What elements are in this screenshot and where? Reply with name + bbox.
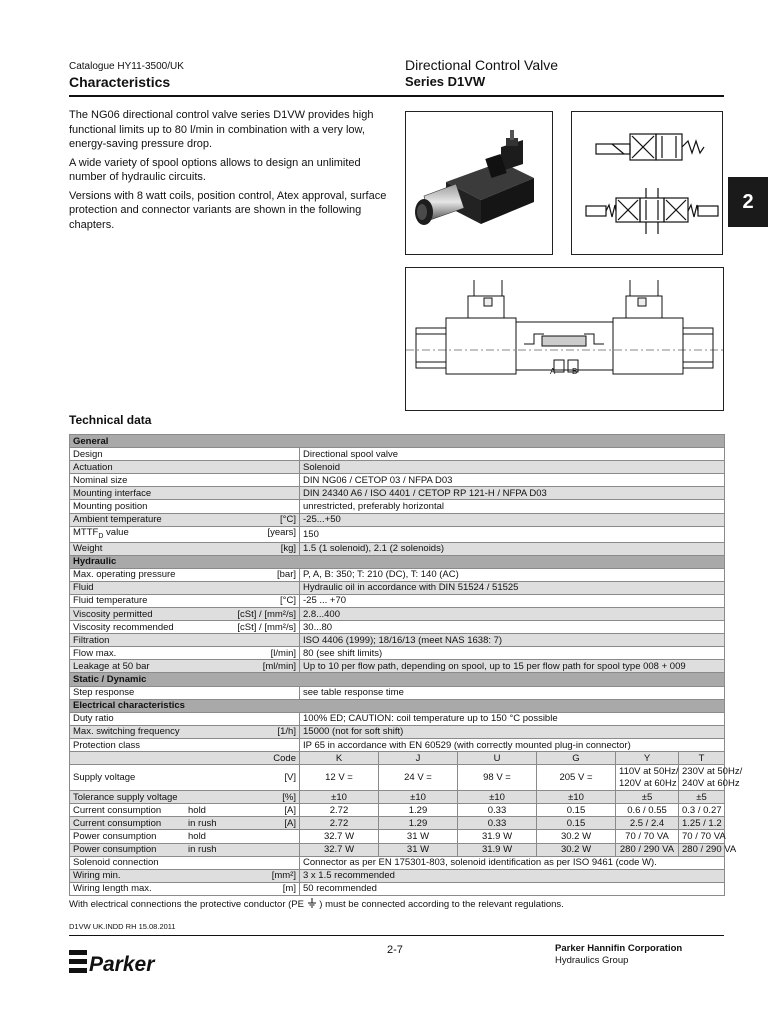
row-label-text: Design xyxy=(73,448,103,460)
supply-voltage-value xyxy=(537,765,616,791)
row-mode: hold xyxy=(188,804,206,816)
row-label xyxy=(70,581,300,594)
row-value: 80 (see shift limits) xyxy=(300,647,725,660)
coil-value: 1.25 / 1.2 xyxy=(679,817,725,830)
row-mode: in rush xyxy=(188,817,217,829)
row-value: Hydraulic oil in accordance with DIN 51524 / 51525 xyxy=(300,581,725,594)
row-label xyxy=(70,634,300,647)
row-label-text: Viscosity permitted xyxy=(73,608,153,620)
page-number: 2-7 xyxy=(387,944,403,956)
valve-section-drawing xyxy=(406,268,723,410)
product-title: Directional Control Valve xyxy=(405,57,559,73)
table-row xyxy=(70,487,725,500)
coil-value: 0.33 xyxy=(458,804,537,817)
ground-icon xyxy=(307,898,317,908)
port-b-label: B xyxy=(572,367,578,376)
footnote-text-start: With electrical connections the protective conductor (PE xyxy=(69,899,304,910)
coil-value: 31 W xyxy=(379,843,458,856)
coil-value: 70 / 70 VA xyxy=(616,830,679,843)
logo-text: Parker xyxy=(89,953,155,976)
port-a-label: A xyxy=(550,367,556,376)
coil-value: 0.3 / 0.27 xyxy=(679,804,725,817)
row-label-text: Tolerance supply voltage xyxy=(73,791,178,803)
coil-value: 0.33 xyxy=(458,817,537,830)
row-label-text: Flow max. xyxy=(73,647,117,659)
row-value: 50 recommended xyxy=(300,882,725,895)
row-value: DIN NG06 / CETOP 03 / NFPA D03 xyxy=(300,474,725,487)
technical-data-table xyxy=(69,434,743,896)
coil-value: 1.29 xyxy=(379,804,458,817)
supply-line-1: 98 V = xyxy=(483,771,511,783)
row-label xyxy=(70,621,300,634)
row-label xyxy=(70,856,300,869)
row-unit: [cSt] / [mm²/s] xyxy=(237,608,296,620)
table-row xyxy=(70,712,725,725)
hydraulic-symbols xyxy=(571,111,723,255)
row-value: Solenoid xyxy=(300,461,725,474)
catalogue-number: Catalogue HY11-3500/UK xyxy=(69,61,184,72)
supply-voltage-value xyxy=(379,765,458,791)
technical-data-title: Technical data xyxy=(69,413,152,427)
row-value: -25...+50 xyxy=(300,513,725,526)
footnote xyxy=(69,898,564,910)
intro-paragraph: A wide variety of spool options allows to design an unlimited number of hydraulic circuits. xyxy=(69,156,361,183)
row-label xyxy=(70,568,300,581)
table-row xyxy=(70,647,725,660)
row-label-text: Power consumption xyxy=(73,844,157,856)
row-label xyxy=(70,487,300,500)
coil-value: ±10 xyxy=(379,791,458,804)
table-row xyxy=(70,765,725,791)
coil-value: 31.9 W xyxy=(458,843,537,856)
table-row xyxy=(70,474,725,487)
row-unit: [1/h] xyxy=(277,726,296,738)
coil-value: 30.2 W xyxy=(537,830,616,843)
table-row xyxy=(70,500,725,513)
table-row xyxy=(70,817,725,830)
supply-voltage-value xyxy=(616,765,679,791)
row-mode: in rush xyxy=(188,844,217,856)
coil-value: ±5 xyxy=(616,791,679,804)
row-unit: [kg] xyxy=(280,543,296,555)
coil-value: 31 W xyxy=(379,830,458,843)
row-label-text: Step response xyxy=(73,687,135,699)
valve-photo xyxy=(405,111,553,255)
table-group-row xyxy=(70,555,725,568)
row-label xyxy=(70,448,300,461)
row-unit: [V] xyxy=(284,771,296,783)
row-label-text: Wiring length max. xyxy=(73,883,152,895)
series-title: Series D1VW xyxy=(405,74,486,89)
table-row xyxy=(70,660,725,673)
coil-value: 1.29 xyxy=(379,817,458,830)
coil-value: 2.5 / 2.4 xyxy=(616,817,679,830)
table-row xyxy=(70,882,725,895)
row-label-text: Power consumption xyxy=(73,830,157,842)
intro-paragraph: Versions with 8 watt coils, position control, Atex approval, surface protection and connector variants are shown in the following chapters. xyxy=(69,189,387,231)
label-suffix: value xyxy=(103,526,129,538)
row-unit: [A] xyxy=(284,817,296,829)
header-rule xyxy=(69,95,724,97)
table-group-row xyxy=(70,673,725,686)
row-unit: [%] xyxy=(282,791,296,803)
row-label-text: Mounting position xyxy=(73,501,148,513)
supply-line-1: 24 V = xyxy=(404,771,432,783)
row-value: 3 x 1.5 recommended xyxy=(300,869,725,882)
coil-value: 2.72 xyxy=(300,804,379,817)
row-label-text: Filtration xyxy=(73,634,110,646)
row-value: Directional spool valve xyxy=(300,448,725,461)
row-label-text: Current consumption xyxy=(73,804,162,816)
row-unit: [bar] xyxy=(276,569,296,581)
row-label xyxy=(70,686,300,699)
row-unit: [°C] xyxy=(280,514,296,526)
table-row xyxy=(70,869,725,882)
row-label xyxy=(70,817,300,830)
intro-text xyxy=(69,108,391,236)
label-subscript: D xyxy=(98,532,104,540)
row-label-text: Ambient temperature xyxy=(73,514,162,526)
coil-value: 0.6 / 0.55 xyxy=(616,804,679,817)
row-label xyxy=(70,542,300,555)
row-label xyxy=(70,647,300,660)
supply-label-cell xyxy=(70,765,300,791)
row-label xyxy=(70,843,300,856)
coil-value: ±10 xyxy=(458,791,537,804)
row-value: 30...80 xyxy=(300,621,725,634)
coil-code: J xyxy=(379,752,458,765)
supply-voltage-value xyxy=(300,765,379,791)
row-label-text: Wiring min. xyxy=(73,870,121,882)
division-name: Hydraulics Group xyxy=(555,955,629,966)
valve-photo-image xyxy=(406,112,552,254)
table-row xyxy=(70,594,725,607)
coil-code: U xyxy=(458,752,537,765)
coil-value: 31.9 W xyxy=(458,830,537,843)
table-row xyxy=(70,830,725,843)
row-unit: [mm²] xyxy=(271,870,296,882)
coil-code: K xyxy=(300,752,379,765)
supply-line-2: 240V at 60Hz xyxy=(682,777,740,789)
chapter-tab: 2 xyxy=(728,177,768,227)
row-unit: [°C] xyxy=(280,595,296,607)
group-heading: Hydraulic xyxy=(70,555,725,568)
hydraulic-symbol-diagram xyxy=(572,112,722,254)
group-heading: General xyxy=(70,435,725,448)
row-unit: [A] xyxy=(284,804,296,816)
table-row xyxy=(70,526,725,542)
row-label-text: Duty ratio xyxy=(73,713,114,725)
table-row xyxy=(70,634,725,647)
row-value: -25 ... +70 xyxy=(300,594,725,607)
supply-line-1: 205 V = xyxy=(559,771,593,783)
row-label xyxy=(70,882,300,895)
row-label-text: Nominal size xyxy=(73,474,128,486)
row-label-text: Max. operating pressure xyxy=(73,569,176,581)
table-row xyxy=(70,448,725,461)
table-row xyxy=(70,752,725,765)
row-value: 2.8...400 xyxy=(300,608,725,621)
table-row xyxy=(70,725,725,738)
row-unit: [m] xyxy=(282,883,296,895)
coil-value: ±10 xyxy=(300,791,379,804)
row-label xyxy=(70,526,300,542)
table-row xyxy=(70,791,725,804)
row-label xyxy=(70,869,300,882)
row-label-text: Leakage at 50 bar xyxy=(73,660,150,672)
row-label-text: Fluid temperature xyxy=(73,595,148,607)
table-group-row xyxy=(70,435,725,448)
row-label xyxy=(70,461,300,474)
code-label: Code xyxy=(70,752,300,765)
coil-value: 32.7 W xyxy=(300,830,379,843)
company-name: Parker Hannifin Corporation xyxy=(555,943,683,954)
coil-value: 0.15 xyxy=(537,804,616,817)
row-label xyxy=(70,804,300,817)
supply-line-1: 12 V = xyxy=(325,771,353,783)
row-label xyxy=(70,474,300,487)
row-label xyxy=(70,608,300,621)
table-row xyxy=(70,686,725,699)
supply-line-2: 120V at 60Hz xyxy=(619,777,677,789)
table-row xyxy=(70,542,725,555)
row-label xyxy=(70,594,300,607)
supply-voltage-value xyxy=(679,765,743,791)
row-label-text: MTTF xyxy=(73,526,99,538)
table-row xyxy=(70,856,725,869)
row-value: see table response time xyxy=(300,686,725,699)
footer-rule xyxy=(69,935,724,936)
row-value: Up to 10 per flow path, depending on spool, up to 15 per flow path for spool type 008 + 009 xyxy=(300,660,725,673)
row-label-text: Fluid xyxy=(73,582,94,594)
row-label xyxy=(70,738,300,751)
row-label-text: Weight xyxy=(73,543,103,555)
row-value: IP 65 in accordance with EN 60529 (with correctly mounted plug-in connector) xyxy=(300,738,725,751)
valve-drawing xyxy=(405,267,724,411)
table-row xyxy=(70,738,725,751)
table-row xyxy=(70,568,725,581)
row-value: Connector as per EN 175301-803, solenoid identification as per ISO 9461 (code W). xyxy=(300,856,725,869)
footnote-text-end: ) must be connected according to the relevant regulations. xyxy=(319,899,564,910)
row-value: ISO 4406 (1999); 18/16/13 (meet NAS 1638: 7) xyxy=(300,634,725,647)
intro-paragraph: The NG06 directional control valve series D1VW provides high functional limits up to 80 l/min in combination with a very low, energy-saving pressure drop. xyxy=(69,109,374,150)
row-label xyxy=(70,725,300,738)
table-group-row xyxy=(70,699,725,712)
row-label-text: Viscosity recommended xyxy=(73,621,174,633)
document-reference: D1VW UK.INDD RH 15.08.2011 xyxy=(69,922,176,931)
coil-code: T xyxy=(679,752,725,765)
header-left xyxy=(69,61,184,90)
row-label xyxy=(70,660,300,673)
row-value: 100% ED; CAUTION: coil temperature up to 150 °C possible xyxy=(300,712,725,725)
row-value: unrestricted, preferably horizontal xyxy=(300,500,725,513)
row-value: 150 xyxy=(300,526,725,542)
supply-voltage-value xyxy=(458,765,537,791)
coil-value: 70 / 70 VA xyxy=(679,830,725,843)
row-value: 1.5 (1 solenoid), 2.1 (2 solenoids) xyxy=(300,542,725,555)
row-label xyxy=(70,830,300,843)
coil-value: 280 / 290 VA xyxy=(679,843,725,856)
header-right xyxy=(405,57,558,89)
table-row xyxy=(70,804,725,817)
row-unit: [l/min] xyxy=(270,647,296,659)
row-label-text: Mounting interface xyxy=(73,487,152,499)
row-label-text: Max. switching frequency xyxy=(73,726,180,738)
row-label xyxy=(70,712,300,725)
table-row xyxy=(70,461,725,474)
coil-code: Y xyxy=(616,752,679,765)
row-label-text: Protection class xyxy=(73,739,141,751)
coil-value: 30.2 W xyxy=(537,843,616,856)
row-value: DIN 24340 A6 / ISO 4401 / CETOP RP 121-H / NFPA D03 xyxy=(300,487,725,500)
row-unit: [years] xyxy=(267,526,296,538)
row-label xyxy=(70,513,300,526)
row-label-text: Actuation xyxy=(73,461,113,473)
table-row xyxy=(70,843,725,856)
group-heading: Static / Dynamic xyxy=(70,673,725,686)
table-row xyxy=(70,581,725,594)
row-unit: [cSt] / [mm²/s] xyxy=(237,621,296,633)
row-value: P, A, B: 350; T: 210 (DC), T: 140 (AC) xyxy=(300,568,725,581)
table-row xyxy=(70,621,725,634)
group-heading: Electrical characteristics xyxy=(70,699,725,712)
parker-logo xyxy=(69,948,161,976)
row-value: 15000 (not for soft shift) xyxy=(300,725,725,738)
row-label-text: Supply voltage xyxy=(73,771,136,783)
row-label xyxy=(70,791,300,804)
coil-code: G xyxy=(537,752,616,765)
supply-line-1: 110V at 50Hz/ xyxy=(619,766,679,778)
row-label xyxy=(70,500,300,513)
coil-value: 32.7 W xyxy=(300,843,379,856)
row-unit: [ml/min] xyxy=(262,660,296,672)
supply-line-1: 230V at 50Hz/ xyxy=(682,766,743,778)
coil-value: 280 / 290 VA xyxy=(616,843,679,856)
table-row xyxy=(70,513,725,526)
table-row xyxy=(70,608,725,621)
coil-value: 0.15 xyxy=(537,817,616,830)
coil-value: ±5 xyxy=(679,791,725,804)
row-label-text: Current consumption xyxy=(73,817,162,829)
row-label-text: Solenoid connection xyxy=(73,857,159,869)
coil-value: ±10 xyxy=(537,791,616,804)
row-mode: hold xyxy=(188,830,206,842)
section-title: Characteristics xyxy=(69,74,171,90)
coil-value: 2.72 xyxy=(300,817,379,830)
